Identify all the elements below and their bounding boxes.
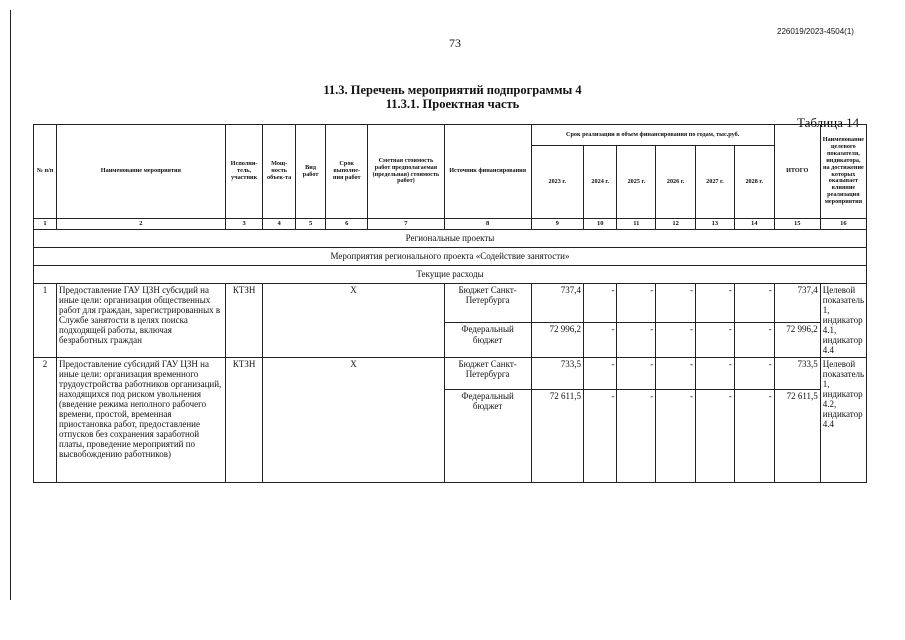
executor: КТЗН [225, 284, 263, 358]
measures-table [33, 124, 867, 483]
header-work-type: Вид работ [295, 125, 325, 219]
table-row [34, 357, 867, 389]
value-2024: - [583, 357, 617, 389]
table-row [34, 284, 867, 323]
value-2026: - [656, 284, 696, 323]
section-heading: 11.3. Перечень мероприятий подпрограммы 4 [323, 83, 582, 97]
value-2026: - [656, 357, 696, 389]
header-year-2028: 2028 г. [734, 146, 774, 219]
page-number: 73 [449, 36, 461, 50]
target-indicator: Целевой показатель 1, индикатор 4.2, индикатор 4.4 [820, 357, 866, 482]
header-year-2023: 2023 г. [531, 146, 583, 219]
section-regional-projects: Региональные проекты [34, 230, 867, 248]
funding-source: Бюджет Санкт-Петербурга [444, 357, 531, 389]
col-number: 2 [57, 219, 226, 230]
funding-source: Федеральный бюджет [444, 389, 531, 482]
header-year-2027: 2027 г. [696, 146, 735, 219]
col-number: 13 [696, 219, 735, 230]
header-year-2026: 2026 г. [656, 146, 696, 219]
header-num: № п/п [34, 125, 57, 219]
value-2026: - [656, 323, 696, 357]
row-number: 1 [34, 284, 57, 358]
executor: КТЗН [225, 357, 263, 482]
col-number: 11 [617, 219, 656, 230]
col-number: 1 [34, 219, 57, 230]
value-2023: 72 611,5 [531, 389, 583, 482]
header-funding-group: Срок реализации и объем финансирования по годам, тыс.руб. [531, 125, 774, 146]
section-current-expenses: Текущие расходы [34, 266, 867, 284]
value-2023: 72 996,2 [531, 323, 583, 357]
funding-source: Бюджет Санкт-Петербурга [444, 284, 531, 323]
col-number: 9 [531, 219, 583, 230]
col-number: 14 [734, 219, 774, 230]
not-applicable-mark: Х [263, 357, 444, 482]
value-2025: - [617, 323, 656, 357]
value-2024: - [583, 389, 617, 482]
value-2023: 733,5 [531, 357, 583, 389]
col-number: 12 [656, 219, 696, 230]
header-indicator: Наименование целевого показателя, индикатора, на достижение которых оказывает влияние реализация мероприятия [820, 125, 866, 219]
col-number: 10 [583, 219, 617, 230]
value-2028: - [734, 389, 774, 482]
table-label: Таблица 14 [797, 115, 860, 130]
value-2028: - [734, 323, 774, 357]
value-2027: - [696, 389, 735, 482]
col-number: 5 [295, 219, 325, 230]
value-2027: - [696, 284, 735, 323]
header-name: Наименование мероприятия [57, 125, 226, 219]
header-capacity: Мощ-ность объек-та [263, 125, 295, 219]
col-number: 3 [225, 219, 263, 230]
col-number: 8 [444, 219, 531, 230]
value-2026: - [656, 389, 696, 482]
value-2025: - [617, 357, 656, 389]
value-total: 72 611,5 [774, 389, 820, 482]
value-total: 72 996,2 [774, 323, 820, 357]
row-number: 2 [34, 357, 57, 482]
value-2028: - [734, 357, 774, 389]
value-2025: - [617, 389, 656, 482]
header-executor: Исполни-тель, участник [225, 125, 263, 219]
value-total: 737,4 [774, 284, 820, 323]
value-2023: 737,4 [531, 284, 583, 323]
value-2025: - [617, 284, 656, 323]
header-year-2024: 2024 г. [583, 146, 617, 219]
document-code: 226019/2023-4504(1) [777, 27, 854, 36]
measure-name: Предоставление ГАУ ЦЗН субсидий на иные цели: организация общественных работ для граждан, зарегистрированных в Службе занятости в целях поиска подходящей работы, включая безработных граждан [57, 284, 226, 358]
header-source: Источник финансирования [444, 125, 531, 219]
col-number: 7 [368, 219, 444, 230]
col-number: 16 [820, 219, 866, 230]
header-year-2025: 2025 г. [617, 146, 656, 219]
value-2027: - [696, 323, 735, 357]
value-2024: - [583, 323, 617, 357]
target-indicator: Целевой показатель 1, индикатор 4.1, индикатор 4.4 [820, 284, 866, 358]
header-deadline: Срок выполне-ния работ [326, 125, 368, 219]
subsection-heading: 11.3.1. Проектная часть [385, 97, 520, 111]
value-2028: - [734, 284, 774, 323]
col-number: 15 [774, 219, 820, 230]
value-2024: - [583, 284, 617, 323]
value-2027: - [696, 357, 735, 389]
col-number: 4 [263, 219, 295, 230]
header-total: ИТОГО [774, 125, 820, 219]
funding-source: Федеральный бюджет [444, 323, 531, 357]
value-total: 733,5 [774, 357, 820, 389]
measure-name: Предоставление субсидий ГАУ ЦЗН на иные цели: организация временного трудоустройства работников организаций, находящихся под риском увольнения (введение режима неполного рабочего времени, простой, временная приостановка работ, предоставление отпусков без сохранения заработной платы, проведение мероприятий по высвобождению работников) [57, 357, 226, 482]
header-estimate: Сметная стоимость работ предполагаемая (предельная) стоимость работ) [368, 125, 444, 219]
section-project-measures: Мероприятия регионального проекта «Содействие занятости» [34, 248, 867, 266]
col-number: 6 [326, 219, 368, 230]
not-applicable-mark: Х [263, 284, 444, 358]
